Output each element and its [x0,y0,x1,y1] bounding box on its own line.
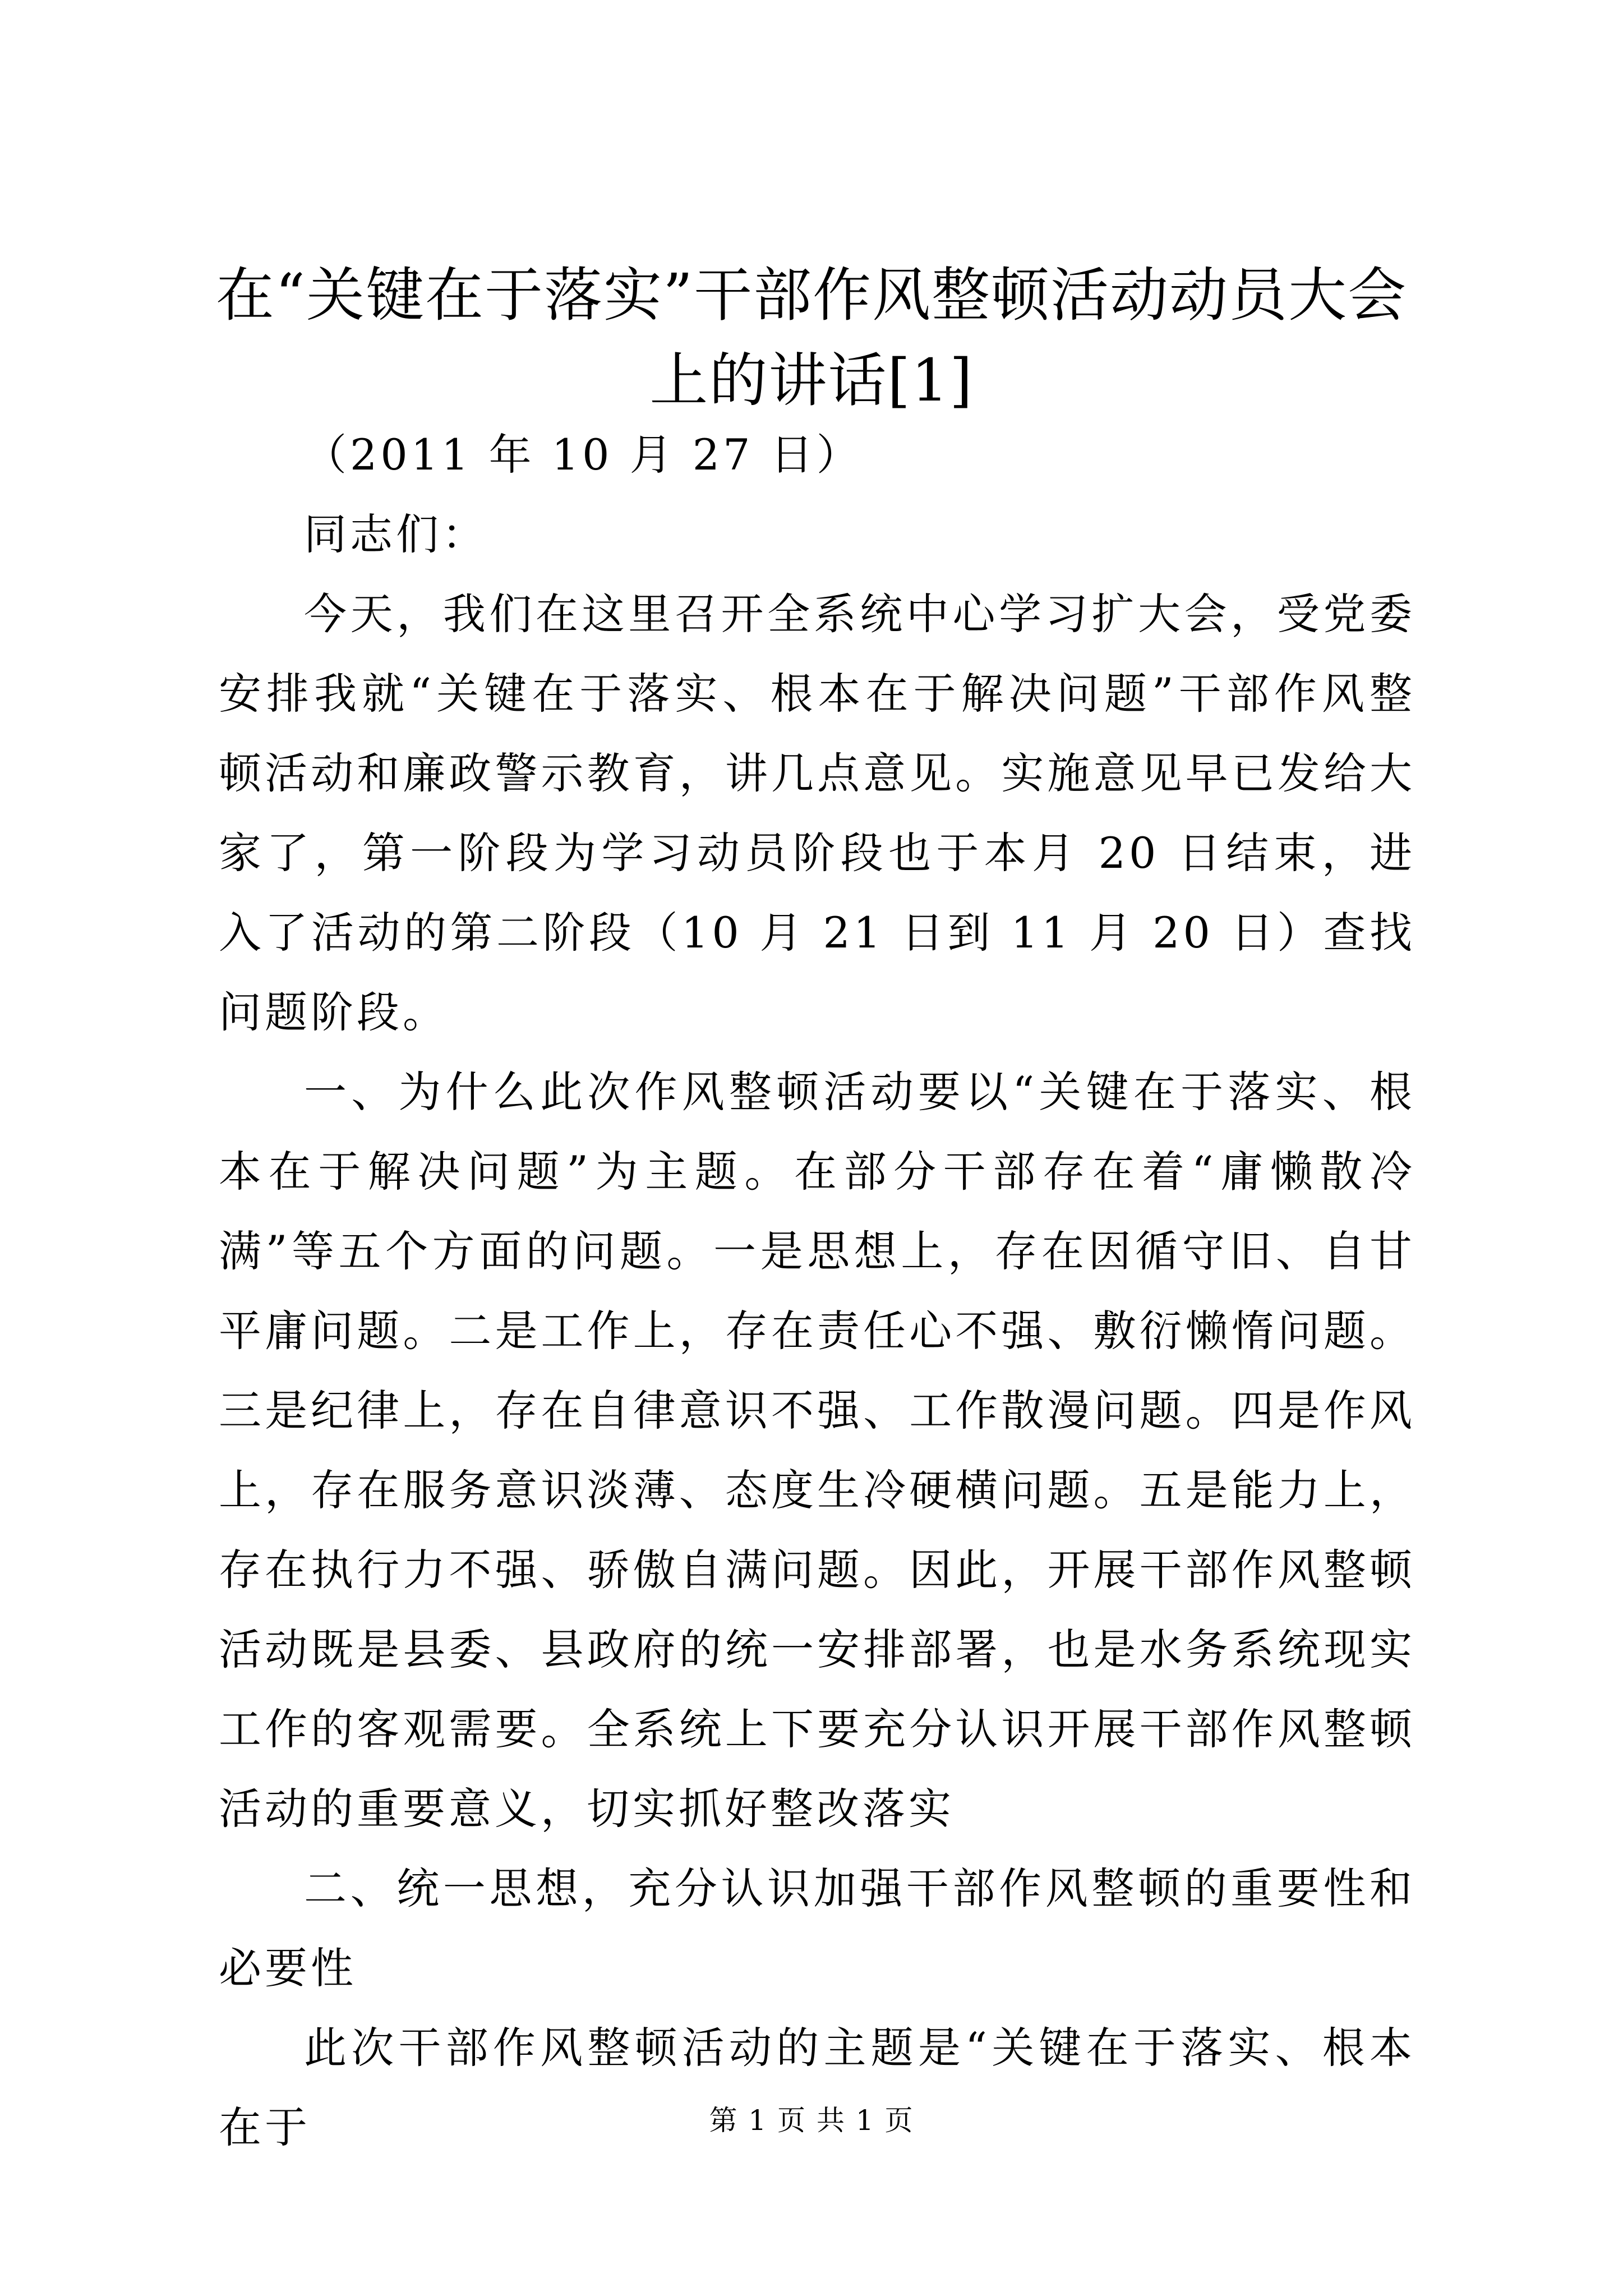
date-line: （2011 年 10 月 27 日） [304,430,863,480]
paragraph-section-1: 一、为什么此次作风整顿活动要以“关键在于落实、根本在于解决问题”为主题。在部分干部存在着“庸懒散冷满”等五个方面的问题。一是思想上，存在因循守旧、自甘平庸问题。二是工作上，存在责任心不强、敷衍懒惰问题。三是纪律上，存在自律意识不强、工作散漫问题。四是作风上，存在服务意识淡薄、态度生冷硬横问题。五是能力上，存在执行力不强、骄傲自满问题。因此，开展干部作风整顿活动既是县委、县政府的统一安排部署，也是水务系统现实工作的客观需要。全系统上下要充分认识开展干部作风整顿活动的重要意义，切实抓好整改落实 [219,1067,1415,1834]
page-footer: 第 1 页 共 1 页 [709,2104,914,2137]
paragraph-intro: 今天，我们在这里召开全系统中心学习扩大会，受党委安排我就“关键在于落实、根本在于解决问题”干部作风整顿活动和廉政警示教育，讲几点意见。实施意见早已发给大家了，第一阶段为学习动员阶段也于本月 20 日结束，进入了活动的第二阶段（10 月 21 日到 11 月 20 日）查找问题阶段。 [219,589,1415,1037]
document-title: 在“关键在于落实”干部作风整顿活动动员大会上的讲话[1] [215,261,1408,415]
salutation: 同志们： [304,509,488,559]
document-body [219,415,1415,2168]
paragraph-section-2-heading: 二、统一思想，充分认识加强干部作风整顿的重要性和必要性 [219,1864,1415,1993]
paragraph-section-2-body: 此次干部作风整顿活动的主题是“关键在于落实、根本在于 [219,2023,1415,2152]
